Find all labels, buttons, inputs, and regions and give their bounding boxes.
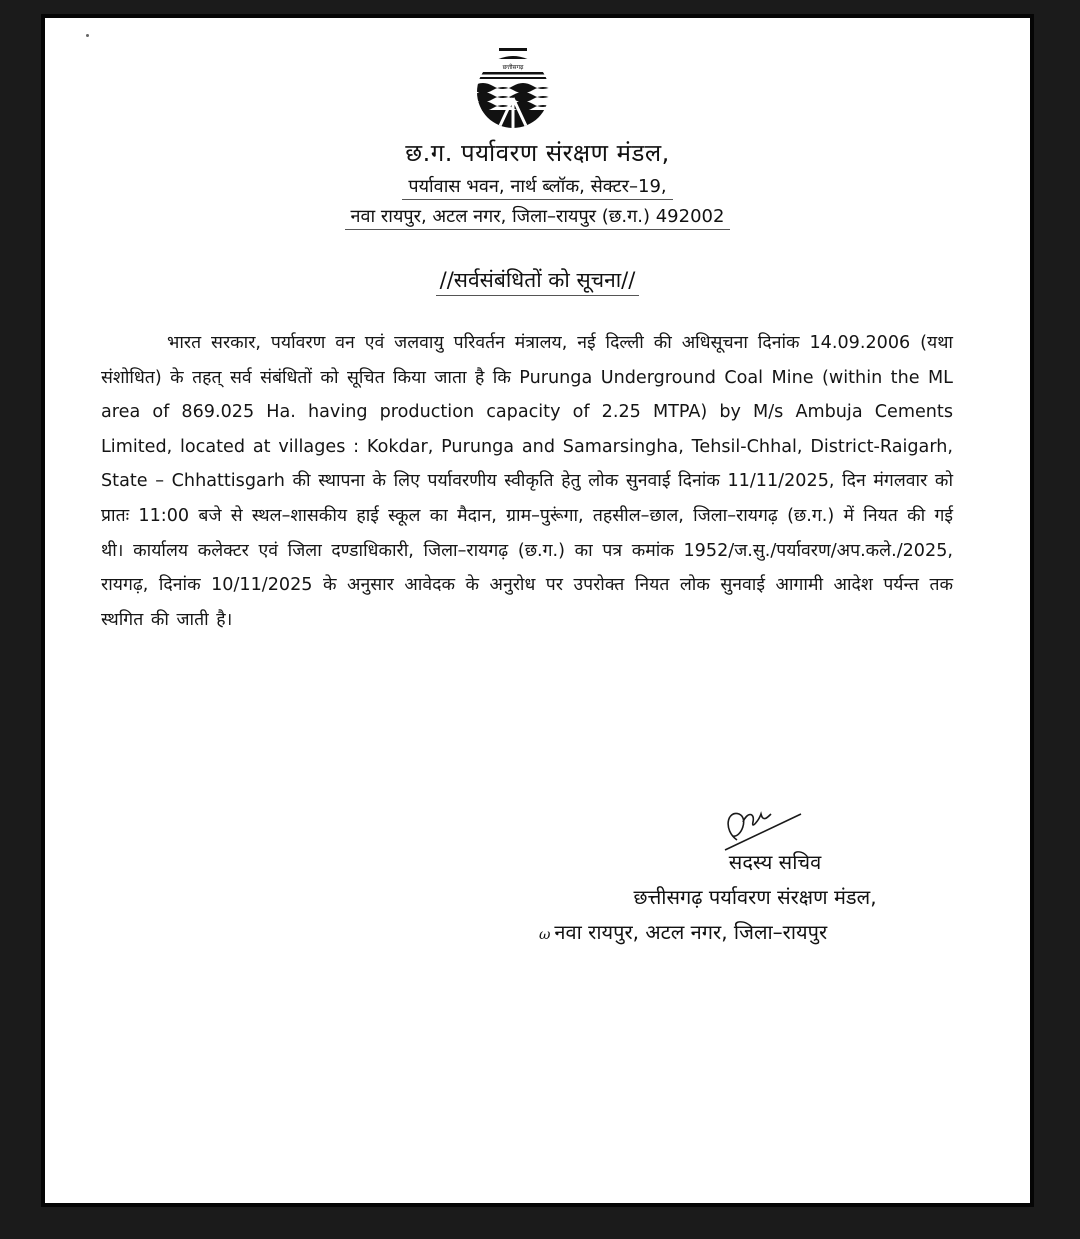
address-line-1-text: पर्यावास भवन, नार्थ ब्लॉक, सेक्टर–19, bbox=[402, 176, 672, 200]
signatory-title: सदस्य सचिव bbox=[728, 850, 822, 874]
board-logo-icon bbox=[473, 46, 553, 128]
address-line-1 bbox=[45, 174, 1030, 198]
signatory-address: नवा रायपुर, अटल नगर, जिला–रायपुर bbox=[554, 920, 828, 944]
org-name: छ.ग. पर्यावरण संरक्षण मंडल, bbox=[405, 139, 670, 167]
address-line-2 bbox=[45, 204, 1030, 228]
notice-subject-text: //सर्वसंबंधितों को सूचना// bbox=[436, 268, 640, 296]
signatory-block bbox=[515, 848, 955, 945]
signatory-organization: छत्तीसगढ़ पर्यावरण संरक्षण मंडल, bbox=[633, 885, 877, 909]
handwritten-initial: ω bbox=[539, 927, 551, 943]
paper-speck bbox=[86, 34, 89, 37]
logo-text: छत्तीसगढ़ bbox=[502, 64, 524, 71]
document-page bbox=[41, 14, 1034, 1207]
notice-body bbox=[101, 326, 953, 637]
address-line-2-text: नवा रायपुर, अटल नगर, जिला–रायपुर (छ.ग.) 492002 bbox=[345, 206, 731, 230]
notice-paragraph: भारत सरकार, पर्यावरण वन एवं जलवायु परिवर्तन मंत्रालय, नई दिल्ली की अधिसूचना दिनांक 14.09.2006 (यथा संशोधित) के तहत् सर्व संबंधितों को सूचित किया जाता है कि Purunga Underground Coal Mine (within the ML area of 869.025 Ha. having production capacity of 2.25 MTPA) by M/s Ambuja Cements Limited, located at villages : Kokdar, Purunga and Samarsingha, Tehsil-Chhal, District-Raigarh, State – Chhattisgarh की स्थापना के लिए पर्यावरणीय स्वीकृति हेतु लोक सुनवाई दिनांक 11/11/2025, दिन मंगलवार को प्रातः 11:00 बजे से स्थल–शासकीय हाई स्कूल का मैदान, ग्राम–पुरूंगा, तहसील–छाल, जिला–रायगढ़ (छ.ग.) में नियत की गई थी। कार्यालय कलेक्टर एवं जिला दण्डाधिकारी, जिला–रायगढ़ (छ.ग.) का पत्र कमांक 1952/ज.सु./पर्यावरण/अप.कले./2025, रायगढ़, दिनांक 10/11/2025 के अनुसार आवेदक के अनुरोध पर उपरोक्त नियत लोक सुनवाई आगामी आदेश पर्यन्त तक स्थगित की जाती है। bbox=[101, 333, 953, 630]
notice-subject bbox=[45, 266, 1030, 294]
signatory-address-line bbox=[515, 918, 955, 945]
